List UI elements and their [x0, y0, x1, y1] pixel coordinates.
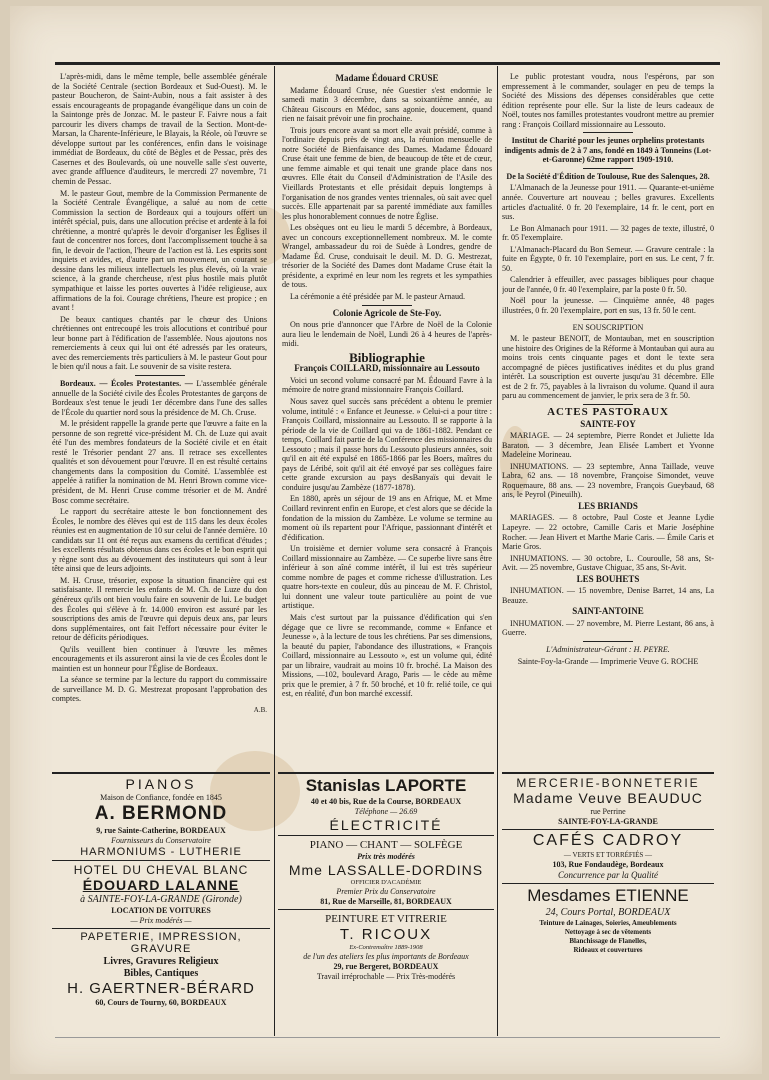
paragraph: L'Almanach de la Jeunesse pour 1911. — Quarante-et-unième année. Couverture art nouveau ; belles gravures. Excellents articles d'actualité. 0 fr. 20 l'exemplaire, 14 fr. le cent, port en sus.: [502, 183, 714, 222]
column-divider: [497, 66, 498, 1036]
paragraph: M. le pasteur BENOIT, de Montauban, met en souscription une histoire des Origines de la Réforme à Montauban qui aura au moins trois cents cinquante pages et dont le texte sera accompagné de pièces justificatives inédites et du plus grand intérêt. La souscription est ouverte jusqu'au 31 décembre. Elle est de 2 fr. 75, payables à la livraison du volume. Quand il aura paru au commencement de janvier, le prix sera de 3 fr. 50.: [502, 334, 714, 401]
column-1: [52, 72, 267, 772]
ad-name: Mesdames ETIENNE: [527, 886, 689, 905]
ad-text: Téléphone — 26.69: [354, 807, 418, 816]
ad-text: Premier Prix du Conservatoire: [336, 887, 436, 896]
ad-bermond: [52, 772, 270, 861]
paragraph: De beaux cantiques chantés par le chœur des Unions chrétiennes ont entrecoupé les trois allocutions et contribué pour leur bonne part à l'édification de l'assemblée. Nous ajoutons nos remerciements à ceux qui lui ont été adressés par les orateurs, avec des remerciements très particuliers à M. le pasteur Gout pour le bien qu'il nous a fait. Le souvenir de sa visite restera.: [52, 314, 267, 372]
ad-name: Stanislas LAPORTE: [305, 776, 467, 795]
paragraph: Nous savez quel succès sans précédent a obtenu le premier volume, intitulé : « Enfance et Jeunesse. » Celui-ci a pour titre : François Coillard, missionnaire au Lessouto. Il se rapporte à la période de la vie de Coillard qui va de 1861-1882. Pendant ce temps, Coillard fait partie de la Conférence des missionnaires du Lessouto ; mais il passe hors du Lessouto plusieurs années, soit qu'il en ait été expulsé en 1865-1866 par les Boers, maîtres du pays de Léribé, soit qu'il ait été envoyé par ses collègues faire cette grande excursion au pays desBanyaïs qui devait le conduire jusqu'au Zambèze (1877-1878).: [282, 396, 492, 492]
ad-heading: PAPETERIE, IMPRESSION, GRAVURE: [80, 931, 242, 955]
paragraph: Un troisième et dernier volume sera consacré à François Coillard missionnaire au Zambèze. — Ce superbe livre sans être inférieur à son aîné comme intérêt, il lui est très supérieur comme nombre de pages et comme richesse d'illustration. Les quatre hors-texte en couleur, dûs au pinceau de M. F. Christol, lui donnent une valeur toute particulière au point de vue artistique.: [282, 544, 492, 611]
paragraph: MARIAGES. — 8 octobre, Paul Coste et Jeanne Lydie Lapeyre. — 22 octobre, Camille Caris et Marie Joséphine Rocher. — Jean Hivert et Marthe Marie Caris. — Émile Caris et Marie Gros.: [502, 513, 714, 552]
ad-gaertner: [52, 929, 270, 1010]
administrator-line: L'Administrateur-Gérant : H. PEYRE.: [546, 644, 670, 654]
column-3: [502, 72, 714, 772]
separator: [583, 404, 633, 405]
ad-name: A. BERMOND: [94, 803, 228, 824]
ad-text: de l'un des ateliers les plus importants de Bordeaux: [303, 952, 469, 961]
separator: [362, 305, 412, 306]
signature: A.B.: [253, 706, 267, 714]
ad-address: 103, Rue Fondaudège, Bordeaux: [552, 860, 664, 869]
ad-text: rue Perrine: [590, 807, 626, 816]
ad-heading: PEINTURE ET VITRERIE: [325, 913, 447, 925]
ad-laporte: [278, 772, 494, 836]
paragraph: INHUMATIONS. — 30 octobre, L. Couroulle, 58 ans, St-Avit. — 25 novembre, Gustave Chiguac, 35 ans, St-Avit.: [502, 553, 714, 573]
ad-address: 60, Cours de Tourny, 60, BORDEAUX: [95, 998, 227, 1007]
paragraph: Trois jours encore avant sa mort elle avait présidé, comme à l'ordinaire depuis près de vingt ans, la réunion mensuelle de notre Société de Bienfaisance des Dames. Madame Édouard Cruse était une femme de bien, de beaucoup de tête et de cœur, une femme aimable et qui tenait une grande place dans nos œuvres. Elle était du Conseil d'Administration de l'Asile des Vieillards Protestants et elle présidait depuis longtemps à l'organisation de nos grandes ventes triennales, où sait avec quel succès. Elle appartenait par sa parenté immédiate aux familles les plus honorablement connues de notre Église.: [282, 125, 492, 221]
paragraph: MARIAGE. — 24 septembre, Pierre Rondet et Juliette Ida Baraton. — 3 décembre, Jean Elisée Lambert et Yvonne Madeleine Morineau.: [502, 431, 714, 460]
section-title: ACTES PASTORAUX: [547, 405, 669, 418]
paragraph: Mais c'est surtout par la puissance d'édification qui s'en dégage que ce livre se recommande, comme « Enfance et Jeunesse », à la lecture de tous les chrétiens. Par ses dimensions, la beauté du papier, l'abondance des illustrations, « François Coillard, missionnaire au Lessouto », est un volume qui, édité par un libraire, vaudrait au moins 10 fr. broché. La Maison des Missions, —102, boulevard Arago, Paris — le cède au même prix que le premier, à 7 fr. 50 broché, et 10 fr. relié toile, ce qui est, en réalité, d'un bon marché excessif.: [282, 612, 492, 699]
paragraph: [52, 379, 267, 417]
ad-text: Prix très modérés: [357, 852, 415, 861]
ad-lassalle: [278, 836, 494, 910]
ad-text: — VERTS ET TORRÉFIÉS —: [563, 851, 653, 859]
ads-column-2: [278, 772, 494, 1037]
ad-text: Maison de Confiance, fondée en 1845: [100, 793, 222, 802]
paragraph-text: L'assemblée générale annuelle de la Société civile des Écoles Protestantes de garçons de Bordeaux s'est tenue le jeudi 1er décembre dans l'une des salles de l'École du quartier nord sous la présidence de M. Ch. Cruse.: [52, 378, 267, 417]
paragraph: Calendrier à effeuiller, avec passages bibliques pour chaque jour de l'année, 0 fr. 40 l'exemplaire, par la poste 0 fr. 50.: [502, 275, 714, 294]
paragraph: Qu'ils veuillent bien continuer à l'œuvre les mêmes encouragements et ils assureront ainsi la vie de ces Écoles dont le maintien est un honneur pour l'Église de Bordeaux.: [52, 644, 267, 673]
notice-heading: Institut de Charité pour les jeunes orphelins protestants indigents admis de 2 à 7 ans, fondé en 1849 à Tonneins (Lot-et-Garonne) 62me rapport 1909-1910.: [504, 136, 712, 165]
paragraph: Noël pour la jeunesse. — Cinquième année, 48 pages illustrées, 0 fr. 20 l'exemplaire, port en sus, 13 fr. 50 le cent.: [502, 296, 714, 316]
separator: [583, 319, 633, 320]
column-2: [282, 72, 492, 762]
ad-text: Teinture de Lainages, Soieries, Ameublements: [539, 919, 677, 927]
parish-heading: LES BRIANDS: [578, 500, 638, 511]
paragraph: M. H. Cruse, trésorier, expose la situation financière qui est satisfaisante. Il remercie les enfants de M. Ch. de Luze du don généreux qu'ils ont bien voulu faire en souvenir de lui. Le budget des Écoles qui s'élève à fr. 14.000 environ est assuré par les souscriptions des amis de l'œuvre qui depuis deux ans, par leurs dons supplémentaires, ont fait l'effort nécessaire pour éviter le retour de déficits périodiques.: [52, 575, 267, 643]
paragraph: La séance se termine par la lecture du rapport du commissaire de surveillance M. D. G. Mestrezat proposant l'approbation des comptes.: [52, 675, 267, 704]
paragraph: INHUMATIONS. — 23 septembre, Anna Taillade, veuve Labra, 62 ans. — 18 novembre, Françoise Simondet, veuve Roquemaure, 88 ans. — 23 novembre, François Gueybaud, 68 ans, le Peyrol (Pineuilh).: [502, 461, 714, 500]
ad-address: 24, Cours Portal, BORDEAUX: [545, 907, 671, 918]
ad-text: HARMONIUMS - LUTHERIE: [80, 846, 242, 858]
ad-text: Rideaux et couvertures: [573, 946, 643, 954]
ad-address: 29, rue Bergeret, BORDEAUX: [333, 962, 439, 971]
paragraph: Le Bon Almanach pour 1911. — 32 pages de texte, illustré, 0 fr. 05 l'exemplaire.: [502, 223, 714, 243]
separator: [583, 168, 633, 169]
ads-column-3: [502, 772, 714, 1037]
notice-heading: EN SOUSCRIPTION: [572, 322, 644, 332]
ad-name: CAFÉS CADROY: [532, 832, 684, 849]
paragraph: Le public protestant voudra, nous l'espérons, par son empressement à le commander, soulager en peu de temps la Société des Missions des dépenses considérables que cette édition représente pour elle. Sur la liste de leurs cadeaux de Noël, toutes nos familles protestantes voudront mettre au premier rang : François Coillard missionnaire au Lessouto.: [502, 72, 714, 129]
paragraph: Voici un second volume consacré par M. Édouard Favre à la mémoire de notre grand missionnaire François Coillard.: [282, 375, 492, 395]
parish-heading: LES BOUHETS: [576, 573, 640, 584]
ad-address: 40 et 40 bis, Rue de la Course, BORDEAUX: [310, 797, 462, 806]
ad-heading: MERCERIE-BONNETERIE: [516, 776, 700, 790]
separator: [135, 375, 185, 376]
paragraph: Madame Édouard Cruse, née Guestier s'est endormie le samedi matin 3 décembre, dans sa soixantième année, au Château Giscours en Médoc, sans agonie, doucement, quand rien ne faisait prévoir une fin prochaine.: [282, 85, 492, 124]
ad-name: ÉDOUARD LALANNE: [82, 877, 240, 893]
paragraph: Le rapport du secrétaire atteste le bon fonctionnement des Écoles, le nombre des élèves qui est de 115 dans les deux écoles réunies est en augmentation de 10 sur celui de l'année dernière. 10 candidats sur 11 ont été reçus aux examens du certificat d'études ; les excellents résultats obtenus dans ces écoles et le bon esprit qui y règne sont dus au dévouement des instituteurs qui sont à leur tête ainsi que de leurs adjoints.: [52, 507, 267, 574]
paragraph: L'Almanach-Placard du Bon Semeur. — Gravure centrale : la fuite en Égypte, 0 fr. 10 l'exemplaire, port en sus. Le cent, 7 fr. 50.: [502, 244, 714, 273]
article-title: Colonie Agricole de Ste-Foy.: [332, 307, 442, 318]
ad-cadroy: [502, 830, 714, 884]
section-heading: Bordeaux. — Écoles Protestantes. —: [60, 378, 193, 388]
ads-column-1: [52, 772, 270, 1037]
ad-text: LOCATION DE VOITURES: [111, 906, 211, 915]
paragraph: Les obsèques ont eu lieu le mardi 5 décembre, à Bordeaux, avec un concours exceptionnellement nombreux. M. le comte Wrangel, ambassadeur du roi de Suède à Londres, gendre de Madame Éd. Cruse, conduisait le deuil. M. D. G. Mestrezat, trésorier de la Société des Dames dont Madame Cruse était la présidente, a exprimé en leur nom les regrets et les sympathies de tous.: [282, 223, 492, 290]
ad-heading: ÉLECTRICITÉ: [329, 817, 443, 833]
paragraph: INHUMATION. — 27 novembre, M. Pierre Lestant, 86 ans, à Guerre.: [502, 618, 714, 638]
ad-etienne: [502, 884, 714, 957]
paragraph: La cérémonie a été présidée par M. le pasteur Arnaud.: [290, 292, 466, 302]
ad-text: Bibles, Cantiques: [123, 968, 199, 979]
ad-address: à SAINTE-FOY-LA-GRANDE (Gironde): [80, 894, 242, 905]
ad-text: Ex-Contremaître 1889-1908: [349, 944, 423, 951]
paragraph: M. le pasteur Gout, membre de la Commission Permanente de la Société Centrale Évangélique, a salué au nom de cette Commission la section de Bordeaux qui a toujours offert un intérêt spécial, puis, dans une allocution précise et ardente à la foi chrétienne, a montré qu'après le devoir d'organiser les Églises il faut de concentrer nos forces, dont l'accomplissement touche à sa fin, le devoir de l'action, l'heure de l'action est là. Les esprits sont inquiets et avides, et, d'autre part un mouvement, un courant se dessine dans les milieux intellectuels les plus élevés, où la vraie science, à la grande chercheuse, n'est plus hostile mais plutôt sympathique et laisse les portes ouvertes à l'idée religieuse, aux affirmations de la foi. Courage chrétiens, l'heure est propice ; en avant !: [52, 188, 267, 313]
ad-text: Travail irréprochable — Prix Très-modérés: [316, 972, 456, 981]
printer-line: Sainte-Foy-la-Grande — Imprimerie Veuve G. ROCHE: [517, 656, 699, 666]
article-title: François COILLARD, missionnaire au Lessouto: [294, 363, 480, 374]
ad-heading: HOTEL DU CHEVAL BLANC: [73, 863, 249, 877]
ad-beauduc: [502, 772, 714, 830]
ad-text: — Prix modérés —: [130, 916, 192, 925]
ad-text: Livres, Gravures Religieux: [103, 956, 219, 967]
ad-name: H. GAERTNER-BÉRARD: [67, 980, 255, 997]
ad-text: Concurrence par la Qualité: [558, 870, 658, 880]
ad-address: 81, Rue de Marseille, 81, BORDEAUX: [320, 897, 452, 906]
column-divider: [274, 66, 275, 1036]
paragraph: En 1880, après un séjour de 19 ans en Afrique, M. et Mme Coillard revinrent enfin en Europe, et c'est alors que se décide la fondation de la mission du Zambèze. Le volume se termine au moment où ils repartent pour l'Afrique, passionnant d'intérêt et d'édification.: [282, 494, 492, 542]
top-rule: [55, 62, 720, 65]
ad-ricoux: [278, 910, 494, 984]
paragraph: INHUMATION. — 15 novembre, Denise Barret, 14 ans, La Beauze.: [502, 586, 714, 605]
ad-heading: PIANOS: [125, 776, 197, 792]
paragraph: L'après-midi, dans le même temple, belle assemblée générale de la Société Centrale (section Bordeaux et Sud-Ouest). M. le pasteur Boucheron, de Saint-Aubin, nous a fait assister à des essais encourageants de propagande évangélique dans un coin de la Saintonge près de Jonzac. M. le pasteur F. Faivre nous a fait parcourir les divers champs de travail de la Section. Mont-de-Marsan, la Charente-Inférieure, le Blayais, la Réole, où l'œuvre se développe surtout par les conférences, enfin dans le voisinage immédiat de Bordeaux, du côté de Bègles et de Pessac, près des Casernes et des Boulevards, où une nouvelle salle s'est ouverte, avec grande affluence d'auditeurs, le mercredi 27 novembre, 71 chemin de Pessac.: [52, 72, 267, 187]
notice-heading: De la Société d'Édition de Toulouse, Rue des Salenques, 28.: [506, 171, 710, 181]
ad-name: T. RICOUX: [339, 926, 433, 943]
ad-name: Madame Veuve BEAUDUC: [513, 790, 703, 806]
separator: [583, 641, 633, 642]
ad-lalanne: [52, 861, 270, 929]
ad-name: Mme LASSALLE-DORDINS: [288, 862, 484, 878]
ad-text: Nettoyage à sec de vêtements: [564, 928, 652, 936]
ad-heading: PIANO — CHANT — SOLFÈGE: [309, 839, 463, 851]
section-title: Bibliographie: [349, 349, 425, 365]
ad-text: Fournisseurs du Conservatoire: [111, 836, 211, 845]
ad-address: SAINTE-FOY-LA-GRANDE: [558, 817, 658, 826]
parish-heading: SAINTE-FOY: [580, 418, 636, 429]
parish-heading: SAINT-ANTOINE: [572, 606, 644, 617]
paragraph: M. le président rappelle la grande perte que l'œuvre a faite en la personne de son regretté vice-président M. Ch. de Luze qui avait été l'un des membres fondateurs de la Société civile et en était resté le Trésorier pendant 27 ans. Il retrace ses excellentes qualités et son dévouement pour l'œuvre. Il en est résulté certains changements dans la composition du Comité. L'assemblée est appelée à ratifier la nomination de M. Henri Brown comme vice-président, de M. Henri Cruse comme trésorier et de M. André Bosc comme secrétaire.: [52, 419, 267, 505]
ad-address: 9, rue Sainte-Catherine, BORDEAUX: [96, 826, 226, 835]
paragraph: On nous prie d'annoncer que l'Arbre de Noël de la Colonie aura lieu le lendemain de Noël, Lundi 26 à 4 heures de l'après-midi.: [282, 320, 492, 349]
separator: [583, 132, 633, 133]
article-title: Madame Édouard CRUSE: [335, 73, 439, 83]
ad-text: Blanchissage de Flanelles,: [569, 937, 647, 945]
bottom-rule: [55, 1037, 720, 1038]
ad-text: OFFICIER D'ACADÉMIE: [350, 879, 422, 886]
